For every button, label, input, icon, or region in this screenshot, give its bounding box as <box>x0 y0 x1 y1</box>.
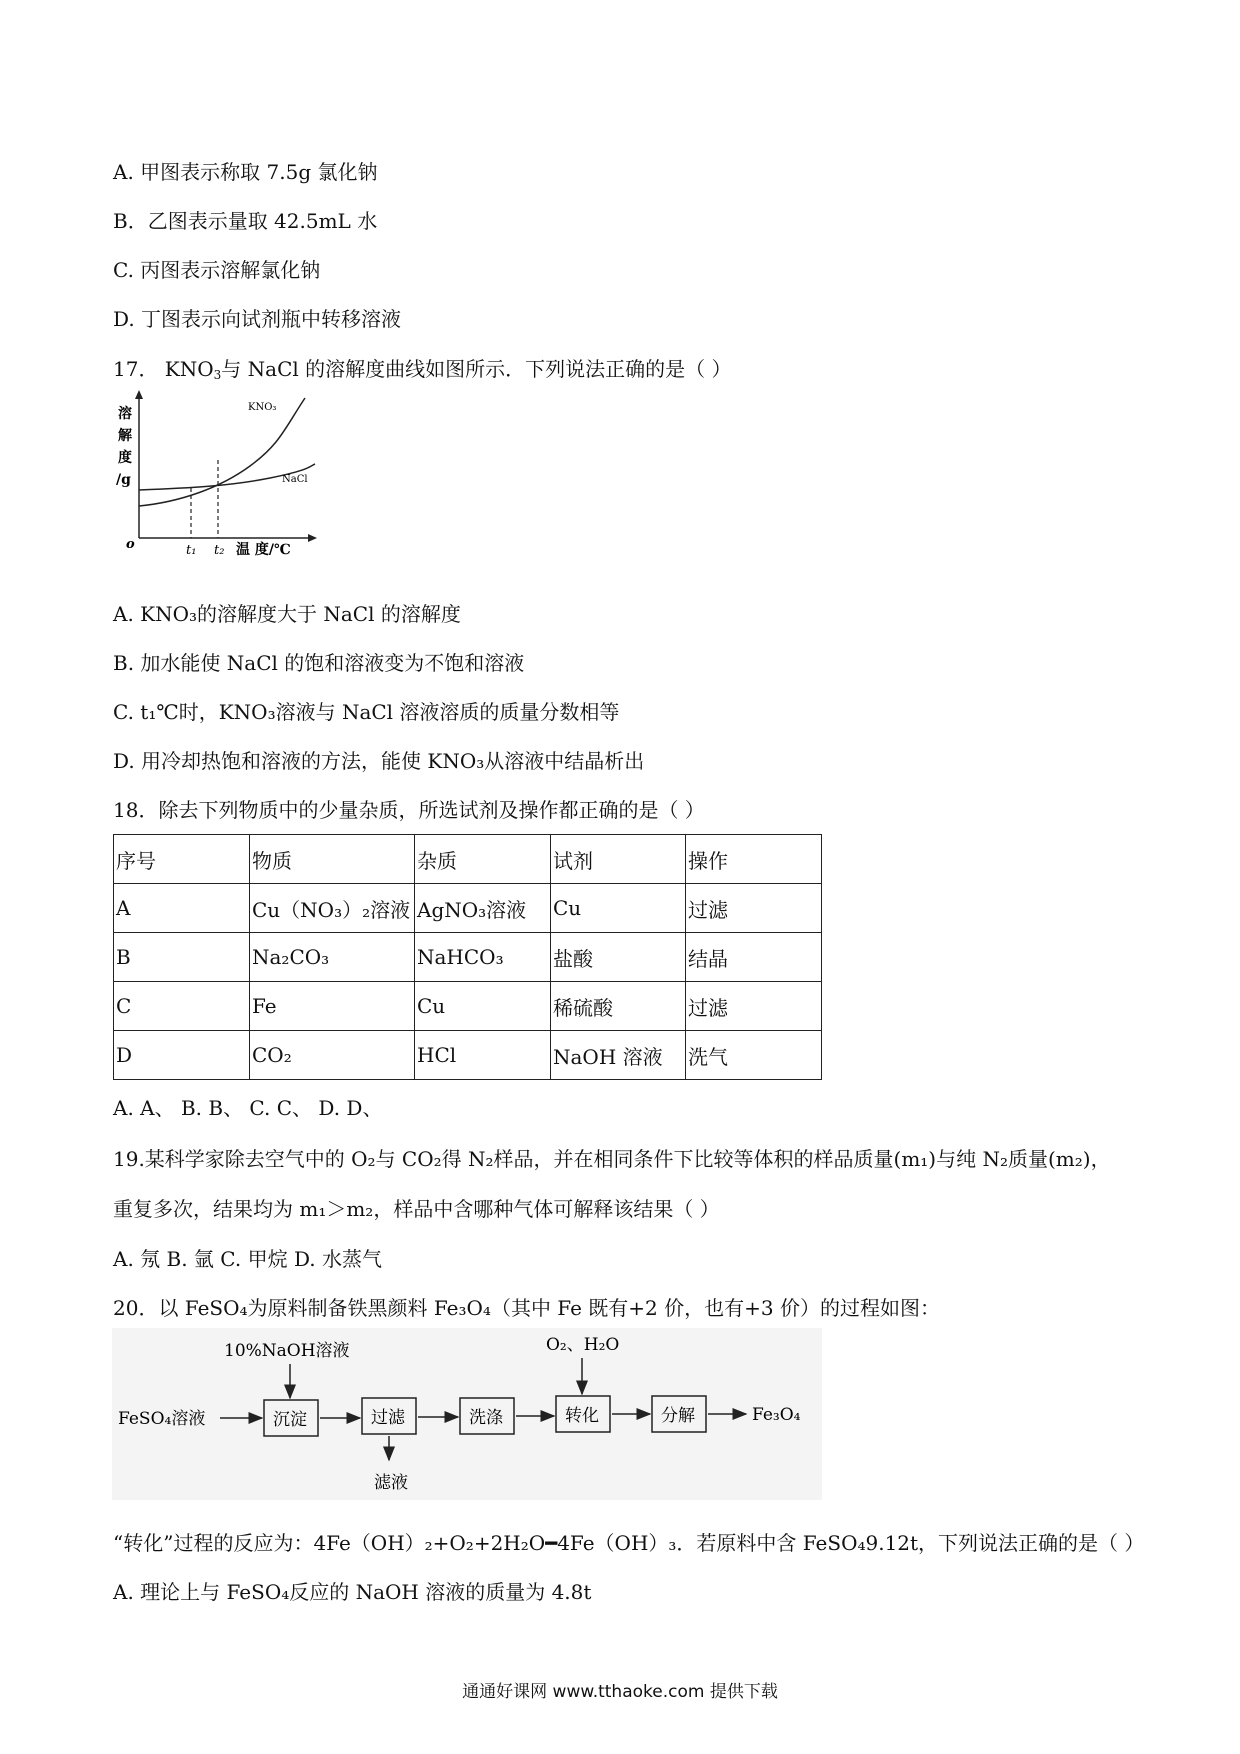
q17-option-b: B. 加水能使 NaCl 的饱和溶液变为不饱和溶液 <box>113 651 525 675</box>
flow-output-fe3o4: Fe₃O₄ <box>752 1405 801 1425</box>
table-cell: Cu <box>551 884 686 933</box>
table-cell: 结晶 <box>686 933 822 982</box>
flow-step-conversion-label: 转化 <box>565 1406 599 1426</box>
q20-stem: 20．以 FeSO₄为原料制备铁黑颜料 Fe₃O₄（其中 Fe 既有+2 价，也有+3 价）的过程如图： <box>113 1296 940 1320</box>
kno3-curve <box>139 398 305 506</box>
y-label-char-3: 度 <box>118 450 132 466</box>
q18-table <box>113 834 822 1080</box>
x-axis <box>139 534 317 542</box>
table-cell: Cu <box>415 982 551 1031</box>
table-cell: 过滤 <box>686 884 822 933</box>
table-cell: 稀硫酸 <box>551 982 686 1031</box>
table-cell: C <box>114 982 250 1031</box>
table-cell: 过滤 <box>686 982 822 1031</box>
q16-option-d: D. 丁图表示向试剂瓶中转移溶液 <box>113 307 402 331</box>
nacl-label: NaCl <box>282 474 308 485</box>
y-label-char-2: 解 <box>118 428 132 444</box>
q16-option-c: C. 丙图表示溶解氯化钠 <box>113 258 321 282</box>
q19-stem-line1: 19.某科学家除去空气中的 O₂与 CO₂得 N₂样品，并在相同条件下比较等体积的样品质量(m₁)与纯 N₂质量(m₂)， <box>113 1147 1111 1171</box>
flow-step-decomposition-label: 分解 <box>661 1406 695 1426</box>
table-cell: Na₂CO₃ <box>250 933 415 982</box>
table-row <box>114 884 822 933</box>
q17-option-a: A. KNO₃的溶解度大于 NaCl 的溶解度 <box>113 602 461 626</box>
q18-stem: 18．除去下列物质中的少量杂质，所选试剂及操作都正确的是（ ） <box>113 798 705 822</box>
table-cell: HCl <box>415 1031 551 1080</box>
table-cell: NaHCO₃ <box>415 933 551 982</box>
q17-stem: 17． $KNO_3$与 NaCl 的溶解度曲线如图所示．下列说法正确的是（ ） <box>113 357 732 382</box>
q18-answer-options: A. A、 B. B、 C. C、 D. D、 <box>113 1096 383 1120</box>
table-cell: CO₂ <box>250 1031 415 1080</box>
flow-reagent-naoh: 10%NaOH溶液 <box>224 1341 350 1361</box>
t2-label: t₂ <box>214 543 225 558</box>
header-cell: 试剂 <box>551 835 686 884</box>
table-cell: NaOH 溶液 <box>551 1031 686 1080</box>
table-cell: Fe <box>250 982 415 1031</box>
table-cell: Cu（NO₃）₂溶液 <box>250 884 415 933</box>
q19-stem-line2: 重复多次，结果均为 m₁＞m₂，样品中含哪种气体可解释该结果（ ） <box>113 1197 720 1221</box>
flow-reagent-o2-h2o: O₂、H₂O <box>546 1335 620 1355</box>
y-label-char-4: /g <box>116 472 131 488</box>
flow-input-feso4: FeSO₄溶液 <box>118 1409 206 1429</box>
kno3-label: KNO₃ <box>248 402 277 413</box>
q20-reaction-text: “转化”过程的反应为：4Fe（OH）₂+O₂+2H₂O━4Fe（OH）₃．若原料中含 FeSO₄9.12t，下列说法正确的是（ ） <box>113 1531 1145 1555</box>
table-row <box>114 982 822 1031</box>
header-cell: 操作 <box>686 835 822 884</box>
header-cell: 序号 <box>114 835 250 884</box>
table-cell: 洗气 <box>686 1031 822 1080</box>
origin-label: o <box>126 537 135 552</box>
flow-step-precipitation-label: 沉淀 <box>273 1410 307 1430</box>
table-cell: AgNO₃溶液 <box>415 884 551 933</box>
q16-option-a: A. 甲图表示称取 7.5g 氯化钠 <box>113 160 378 184</box>
q17-option-d: D. 用冷却热饱和溶液的方法，能使 KNO₃从溶液中结晶析出 <box>113 749 645 773</box>
table-cell: D <box>114 1031 250 1080</box>
page-footer: 通通好课网 www.tthaoke.com 提供下载 <box>462 1682 778 1702</box>
header-cell: 杂质 <box>415 835 551 884</box>
q17-option-c: C. t₁℃时，KNO₃溶液与 NaCl 溶液溶质的质量分数相等 <box>113 700 620 724</box>
table-cell: A <box>114 884 250 933</box>
table-cell: B <box>114 933 250 982</box>
flow-step-washing-label: 洗涤 <box>469 1408 503 1428</box>
q19-options: A. 氖 B. 氩 C. 甲烷 D. 水蒸气 <box>113 1247 382 1271</box>
table-cell: 盐酸 <box>551 933 686 982</box>
q20-option-a: A. 理论上与 FeSO₄反应的 NaOH 溶液的质量为 4.8t <box>113 1580 592 1604</box>
solubility-chart <box>110 388 330 568</box>
table-header-row <box>114 835 822 884</box>
flow-filtrate: 滤液 <box>374 1473 408 1493</box>
process-flow-diagram <box>112 1328 822 1500</box>
x-axis-label: 温 度/℃ <box>236 542 291 558</box>
q16-option-b: B．乙图表示量取 42.5mL 水 <box>113 209 378 233</box>
y-label-char-1: 溶 <box>118 406 132 422</box>
flow-step-filtration-label: 过滤 <box>371 1408 405 1428</box>
y-axis <box>135 390 143 538</box>
table-row <box>114 1031 822 1080</box>
table-row <box>114 933 822 982</box>
header-cell: 物质 <box>250 835 415 884</box>
t1-label: t₁ <box>186 543 197 558</box>
